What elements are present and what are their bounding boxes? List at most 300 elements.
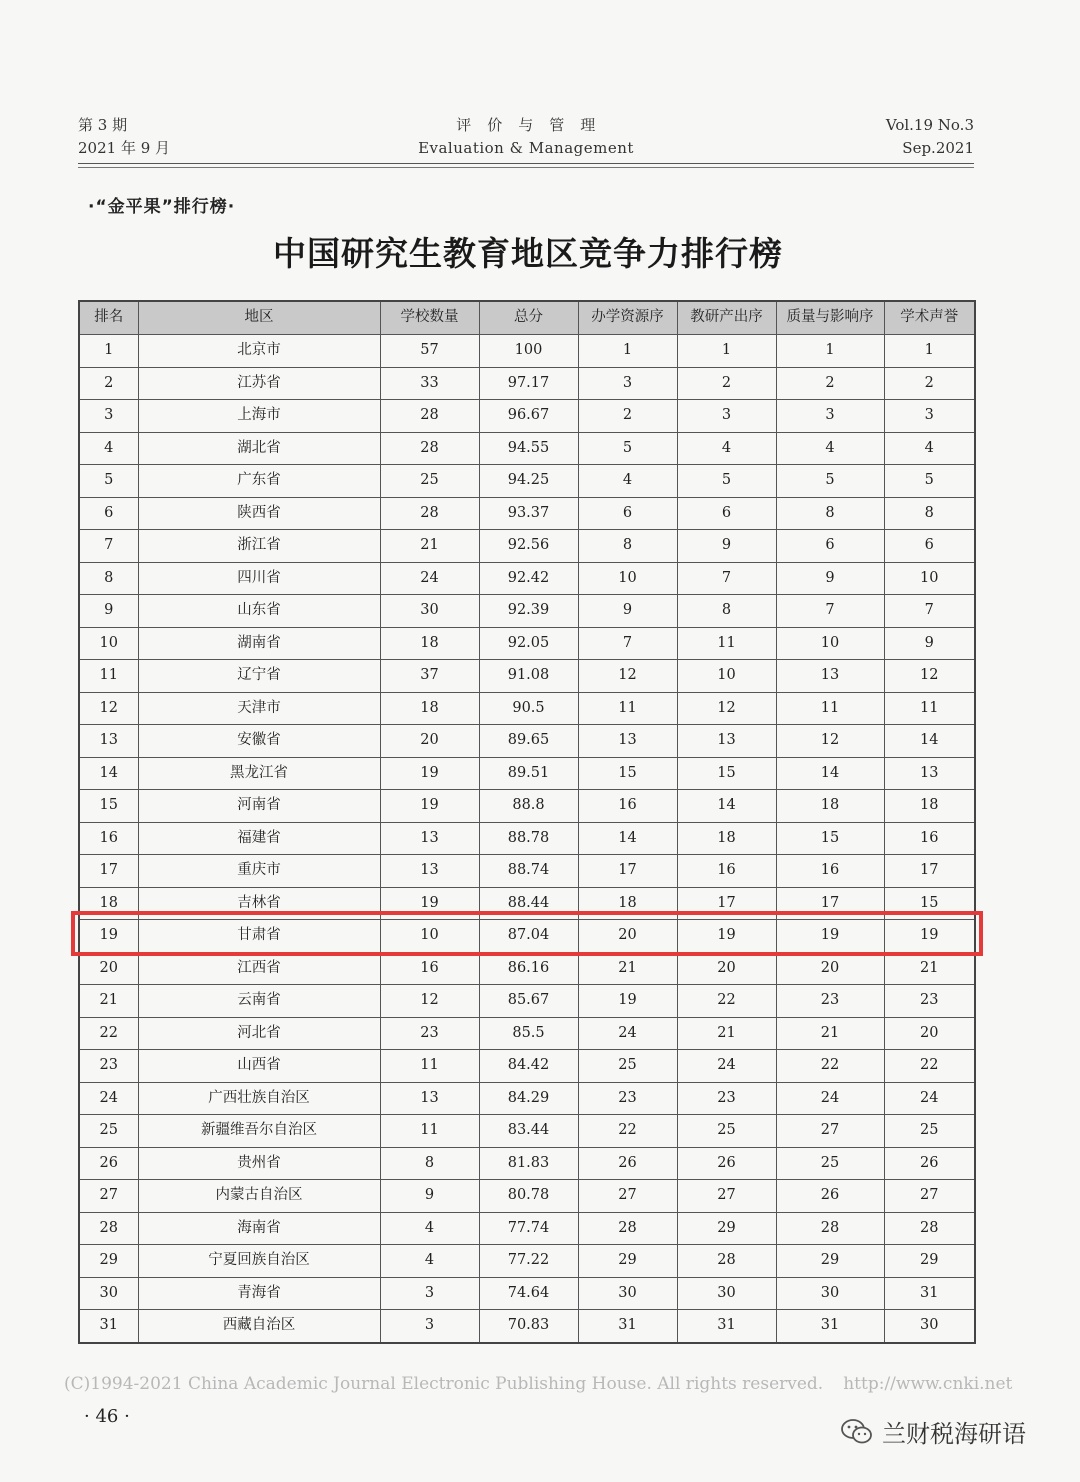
table-cell: 70.83	[479, 1310, 578, 1343]
table-cell: 33	[380, 367, 479, 400]
table-cell: 天津市	[138, 692, 380, 725]
table-cell: 15	[884, 887, 975, 920]
table-row	[79, 920, 975, 953]
table-cell: 21	[79, 985, 138, 1018]
table-cell: 4	[776, 432, 884, 465]
table-cell: 28	[380, 497, 479, 530]
table-cell: 25	[578, 1050, 677, 1083]
table-cell: 15	[677, 757, 776, 790]
table-cell: 4	[79, 432, 138, 465]
header-journal-block	[380, 114, 672, 160]
column-header: 地区	[138, 301, 380, 335]
table-cell: 河北省	[138, 1017, 380, 1050]
table-cell: 27	[677, 1180, 776, 1213]
table-cell: 24	[677, 1050, 776, 1083]
table-row	[79, 985, 975, 1018]
table-cell: 7	[884, 595, 975, 628]
table-cell: 19	[578, 985, 677, 1018]
table-row	[79, 692, 975, 725]
table-cell: 15	[578, 757, 677, 790]
table-cell: 20	[79, 952, 138, 985]
table-cell: 13	[79, 725, 138, 758]
table-cell: 91.08	[479, 660, 578, 693]
table-row	[79, 790, 975, 823]
table-cell: 9	[578, 595, 677, 628]
table-cell: 84.29	[479, 1082, 578, 1115]
table-cell: 18	[677, 822, 776, 855]
table-cell: 6	[677, 497, 776, 530]
column-header: 总分	[479, 301, 578, 335]
table-cell: 19	[776, 920, 884, 953]
table-cell: 10	[884, 562, 975, 595]
table-cell: 18	[578, 887, 677, 920]
table-cell: 4	[380, 1245, 479, 1278]
table-cell: 89.65	[479, 725, 578, 758]
table-row	[79, 1212, 975, 1245]
table-cell: 28	[578, 1212, 677, 1245]
table-cell: 100	[479, 335, 578, 368]
table-cell: 25	[776, 1147, 884, 1180]
table-cell: 19	[884, 920, 975, 953]
table-cell: 24	[380, 562, 479, 595]
table-cell: 9	[677, 530, 776, 563]
table-cell: 14	[578, 822, 677, 855]
table-cell: 26	[79, 1147, 138, 1180]
table-cell: 97.17	[479, 367, 578, 400]
table-cell: 山西省	[138, 1050, 380, 1083]
table-cell: 2	[776, 367, 884, 400]
table-cell: 21	[677, 1017, 776, 1050]
table-row	[79, 465, 975, 498]
table-cell: 8	[776, 497, 884, 530]
column-header: 学校数量	[380, 301, 479, 335]
copyright-notice	[64, 1374, 1012, 1394]
table-cell: 23	[677, 1082, 776, 1115]
table-cell: 3	[884, 400, 975, 433]
table-row	[79, 757, 975, 790]
table-cell: 2	[578, 400, 677, 433]
table-cell: 新疆维吾尔自治区	[138, 1115, 380, 1148]
table-cell: 3	[380, 1310, 479, 1343]
table-cell: 7	[79, 530, 138, 563]
table-cell: 77.74	[479, 1212, 578, 1245]
table-cell: 10	[677, 660, 776, 693]
table-cell: 吉林省	[138, 887, 380, 920]
table-cell: 29	[79, 1245, 138, 1278]
table-cell: 93.37	[479, 497, 578, 530]
table-cell: 77.22	[479, 1245, 578, 1278]
issue-date: 2021 年 9 月	[78, 139, 171, 157]
table-row	[79, 432, 975, 465]
table-cell: 14	[884, 725, 975, 758]
table-cell: 4	[578, 465, 677, 498]
table-cell: 23	[79, 1050, 138, 1083]
table-cell: 19	[677, 920, 776, 953]
table-cell: 上海市	[138, 400, 380, 433]
table-row	[79, 530, 975, 563]
table-cell: 26	[677, 1147, 776, 1180]
table-cell: 84.42	[479, 1050, 578, 1083]
table-cell: 21	[776, 1017, 884, 1050]
table-cell: 19	[380, 790, 479, 823]
table-cell: 11	[578, 692, 677, 725]
table-body	[79, 335, 975, 1343]
table-row	[79, 887, 975, 920]
table-cell: 88.8	[479, 790, 578, 823]
table-cell: 5	[776, 465, 884, 498]
table-cell: 28	[884, 1212, 975, 1245]
table-cell: 8	[578, 530, 677, 563]
table-cell: 25	[884, 1115, 975, 1148]
table-cell: 黑龙江省	[138, 757, 380, 790]
table-cell: 13	[578, 725, 677, 758]
table-cell: 89.51	[479, 757, 578, 790]
table-row	[79, 1310, 975, 1343]
table-cell: 12	[884, 660, 975, 693]
table-cell: 19	[380, 887, 479, 920]
table-cell: 29	[677, 1212, 776, 1245]
table-cell: 重庆市	[138, 855, 380, 888]
table-row	[79, 1277, 975, 1310]
table-cell: 16	[677, 855, 776, 888]
table-cell: 9	[380, 1180, 479, 1213]
table-cell: 29	[884, 1245, 975, 1278]
table-cell: 4	[380, 1212, 479, 1245]
table-row	[79, 595, 975, 628]
table-cell: 31	[79, 1310, 138, 1343]
table-cell: 9	[884, 627, 975, 660]
table-cell: 20	[776, 952, 884, 985]
issue-label: 第 3 期	[78, 116, 128, 134]
table-cell: 1	[79, 335, 138, 368]
table-cell: 85.5	[479, 1017, 578, 1050]
table-cell: 26	[776, 1180, 884, 1213]
table-cell: 92.05	[479, 627, 578, 660]
table-cell: 6	[776, 530, 884, 563]
table-cell: 17	[578, 855, 677, 888]
table-cell: 11	[380, 1050, 479, 1083]
table-cell: 3	[79, 400, 138, 433]
column-header: 质量与影响序	[776, 301, 884, 335]
table-cell: 山东省	[138, 595, 380, 628]
table-cell: 甘肃省	[138, 920, 380, 953]
table-cell: 29	[578, 1245, 677, 1278]
table-cell: 94.25	[479, 465, 578, 498]
table-cell: 10	[380, 920, 479, 953]
table-cell: 12	[776, 725, 884, 758]
journal-name-cn: 评 价 与 管 理	[456, 116, 596, 134]
table-cell: 15	[79, 790, 138, 823]
table-cell: 12	[79, 692, 138, 725]
table-cell: 30	[578, 1277, 677, 1310]
table-row	[79, 855, 975, 888]
table-row	[79, 660, 975, 693]
table-cell: 宁夏回族自治区	[138, 1245, 380, 1278]
table-cell: 江苏省	[138, 367, 380, 400]
table-cell: 5	[677, 465, 776, 498]
table-cell: 10	[578, 562, 677, 595]
table-cell: 23	[578, 1082, 677, 1115]
table-cell: 92.42	[479, 562, 578, 595]
table-cell: 31	[677, 1310, 776, 1343]
column-header: 排名	[79, 301, 138, 335]
table-cell: 24	[884, 1082, 975, 1115]
table-cell: 13	[380, 1082, 479, 1115]
table-cell: 80.78	[479, 1180, 578, 1213]
table-cell: 17	[776, 887, 884, 920]
table-cell: 85.67	[479, 985, 578, 1018]
table-cell: 广东省	[138, 465, 380, 498]
header-rule	[78, 163, 974, 164]
table-cell: 22	[578, 1115, 677, 1148]
table-cell: 31	[578, 1310, 677, 1343]
table-cell: 24	[776, 1082, 884, 1115]
page-title: 中国研究生教育地区竞争力排行榜	[273, 234, 783, 273]
table-cell: 11	[677, 627, 776, 660]
table-cell: 8	[79, 562, 138, 595]
volume-date: Sep.2021	[902, 139, 974, 157]
table-cell: 30	[677, 1277, 776, 1310]
table-cell: 西藏自治区	[138, 1310, 380, 1343]
table-cell: 11	[884, 692, 975, 725]
table-cell: 96.67	[479, 400, 578, 433]
table-cell: 14	[677, 790, 776, 823]
table-cell: 13	[884, 757, 975, 790]
table-row	[79, 1115, 975, 1148]
table-cell: 内蒙古自治区	[138, 1180, 380, 1213]
table-cell: 28	[79, 1212, 138, 1245]
table-cell: 74.64	[479, 1277, 578, 1310]
table-cell: 5	[578, 432, 677, 465]
table-row	[79, 1017, 975, 1050]
table-cell: 4	[884, 432, 975, 465]
table-cell: 57	[380, 335, 479, 368]
watermark	[840, 1414, 1026, 1449]
table-cell: 10	[776, 627, 884, 660]
table-cell: 25	[677, 1115, 776, 1148]
table-cell: 26	[578, 1147, 677, 1180]
table-cell: 29	[776, 1245, 884, 1278]
table-cell: 1	[677, 335, 776, 368]
table-cell: 19	[380, 757, 479, 790]
table-cell: 20	[380, 725, 479, 758]
table-cell: 21	[578, 952, 677, 985]
table-cell: 河南省	[138, 790, 380, 823]
table-row	[79, 367, 975, 400]
table-row	[79, 627, 975, 660]
table-cell: 24	[79, 1082, 138, 1115]
watermark-text: 兰财税海研语	[882, 1420, 1026, 1448]
table-cell: 13	[776, 660, 884, 693]
header-volume-block	[886, 114, 974, 160]
table-cell: 13	[380, 855, 479, 888]
table-cell: 17	[884, 855, 975, 888]
table-cell: 14	[776, 757, 884, 790]
table-header-row	[79, 301, 975, 335]
table-cell: 28	[380, 400, 479, 433]
copyright-text: (C)1994-2021 China Academic Journal Electronic Publishing House. All rights reserved.	[64, 1374, 824, 1394]
table-cell: 23	[776, 985, 884, 1018]
table-cell: 18	[380, 627, 479, 660]
table-cell: 17	[677, 887, 776, 920]
table-cell: 25	[79, 1115, 138, 1148]
header-rule-thin	[78, 167, 974, 168]
table-cell: 浙江省	[138, 530, 380, 563]
table-cell: 16	[884, 822, 975, 855]
table-row	[79, 1180, 975, 1213]
table-cell: 86.16	[479, 952, 578, 985]
table-cell: 18	[884, 790, 975, 823]
table-cell: 88.74	[479, 855, 578, 888]
table-cell: 17	[79, 855, 138, 888]
column-header: 学术声誉	[884, 301, 975, 335]
table-cell: 81.83	[479, 1147, 578, 1180]
table-cell: 16	[380, 952, 479, 985]
table-cell: 9	[776, 562, 884, 595]
table-cell: 87.04	[479, 920, 578, 953]
table-cell: 5	[79, 465, 138, 498]
table-cell: 11	[380, 1115, 479, 1148]
table-cell: 24	[578, 1017, 677, 1050]
table-cell: 福建省	[138, 822, 380, 855]
table-cell: 22	[677, 985, 776, 1018]
table-cell: 11	[79, 660, 138, 693]
table-cell: 27	[578, 1180, 677, 1213]
table-cell: 7	[578, 627, 677, 660]
table-cell: 27	[79, 1180, 138, 1213]
table-cell: 16	[79, 822, 138, 855]
page-number: · 46 ·	[84, 1406, 130, 1427]
table-cell: 31	[776, 1310, 884, 1343]
cnki-url[interactable]: http://www.cnki.net	[843, 1374, 1013, 1394]
table-row	[79, 1147, 975, 1180]
table-cell: 19	[79, 920, 138, 953]
table-cell: 30	[380, 595, 479, 628]
table-cell: 28	[776, 1212, 884, 1245]
table-cell: 2	[79, 367, 138, 400]
table-cell: 30	[884, 1310, 975, 1343]
ranking-table	[78, 300, 976, 1344]
table-row	[79, 952, 975, 985]
table-cell: 30	[776, 1277, 884, 1310]
table-cell: 83.44	[479, 1115, 578, 1148]
table-cell: 陕西省	[138, 497, 380, 530]
table-cell: 1	[776, 335, 884, 368]
table-cell: 30	[79, 1277, 138, 1310]
table-cell: 7	[776, 595, 884, 628]
table-cell: 湖南省	[138, 627, 380, 660]
table-cell: 16	[578, 790, 677, 823]
table-cell: 江西省	[138, 952, 380, 985]
volume-label: Vol.19 No.3	[885, 116, 974, 134]
table-row	[79, 1050, 975, 1083]
table-cell: 23	[884, 985, 975, 1018]
column-tag: ·“金平果”排行榜·	[88, 197, 236, 217]
table-cell: 20	[578, 920, 677, 953]
table-cell: 94.55	[479, 432, 578, 465]
table-cell: 2	[884, 367, 975, 400]
table-cell: 21	[380, 530, 479, 563]
column-header: 办学资源序	[578, 301, 677, 335]
table-cell: 3	[578, 367, 677, 400]
table-cell: 湖北省	[138, 432, 380, 465]
table-cell: 8	[677, 595, 776, 628]
table-cell: 6	[578, 497, 677, 530]
table-cell: 10	[79, 627, 138, 660]
table-cell: 16	[776, 855, 884, 888]
table-cell: 6	[79, 497, 138, 530]
wechat-icon	[840, 1417, 874, 1447]
table-cell: 11	[776, 692, 884, 725]
table-cell: 12	[677, 692, 776, 725]
table-cell: 26	[884, 1147, 975, 1180]
table-cell: 22	[884, 1050, 975, 1083]
table-cell: 13	[380, 822, 479, 855]
journal-name-en: Evaluation & Management	[418, 139, 634, 157]
table-cell: 北京市	[138, 335, 380, 368]
table-cell: 28	[380, 432, 479, 465]
table-cell: 3	[677, 400, 776, 433]
table-cell: 3	[380, 1277, 479, 1310]
table-row	[79, 335, 975, 368]
table-cell: 辽宁省	[138, 660, 380, 693]
table-cell: 25	[380, 465, 479, 498]
table-cell: 88.44	[479, 887, 578, 920]
table-cell: 8	[884, 497, 975, 530]
table-cell: 18	[380, 692, 479, 725]
column-header: 教研产出序	[677, 301, 776, 335]
table-cell: 37	[380, 660, 479, 693]
table-cell: 1	[578, 335, 677, 368]
table-cell: 15	[776, 822, 884, 855]
table-cell: 贵州省	[138, 1147, 380, 1180]
table-cell: 18	[79, 887, 138, 920]
header-issue-block	[78, 114, 170, 160]
table-cell: 92.56	[479, 530, 578, 563]
table-cell: 青海省	[138, 1277, 380, 1310]
table-cell: 8	[380, 1147, 479, 1180]
table-row	[79, 822, 975, 855]
table-cell: 7	[677, 562, 776, 595]
table-cell: 88.78	[479, 822, 578, 855]
table-row	[79, 562, 975, 595]
table-cell: 23	[380, 1017, 479, 1050]
table-cell: 广西壮族自治区	[138, 1082, 380, 1115]
table-cell: 13	[677, 725, 776, 758]
table-cell: 云南省	[138, 985, 380, 1018]
table-row	[79, 400, 975, 433]
table-row	[79, 725, 975, 758]
table-cell: 28	[677, 1245, 776, 1278]
table-cell: 海南省	[138, 1212, 380, 1245]
table-cell: 2	[677, 367, 776, 400]
table-cell: 5	[884, 465, 975, 498]
table-cell: 27	[776, 1115, 884, 1148]
table-row	[79, 1082, 975, 1115]
table-cell: 6	[884, 530, 975, 563]
table-cell: 92.39	[479, 595, 578, 628]
table-row	[79, 497, 975, 530]
table-cell: 12	[380, 985, 479, 1018]
table-cell: 安徽省	[138, 725, 380, 758]
table-cell: 四川省	[138, 562, 380, 595]
table-cell: 4	[677, 432, 776, 465]
table-cell: 27	[884, 1180, 975, 1213]
table-row	[79, 1245, 975, 1278]
table-cell: 90.5	[479, 692, 578, 725]
table-cell: 22	[776, 1050, 884, 1083]
table-cell: 20	[884, 1017, 975, 1050]
